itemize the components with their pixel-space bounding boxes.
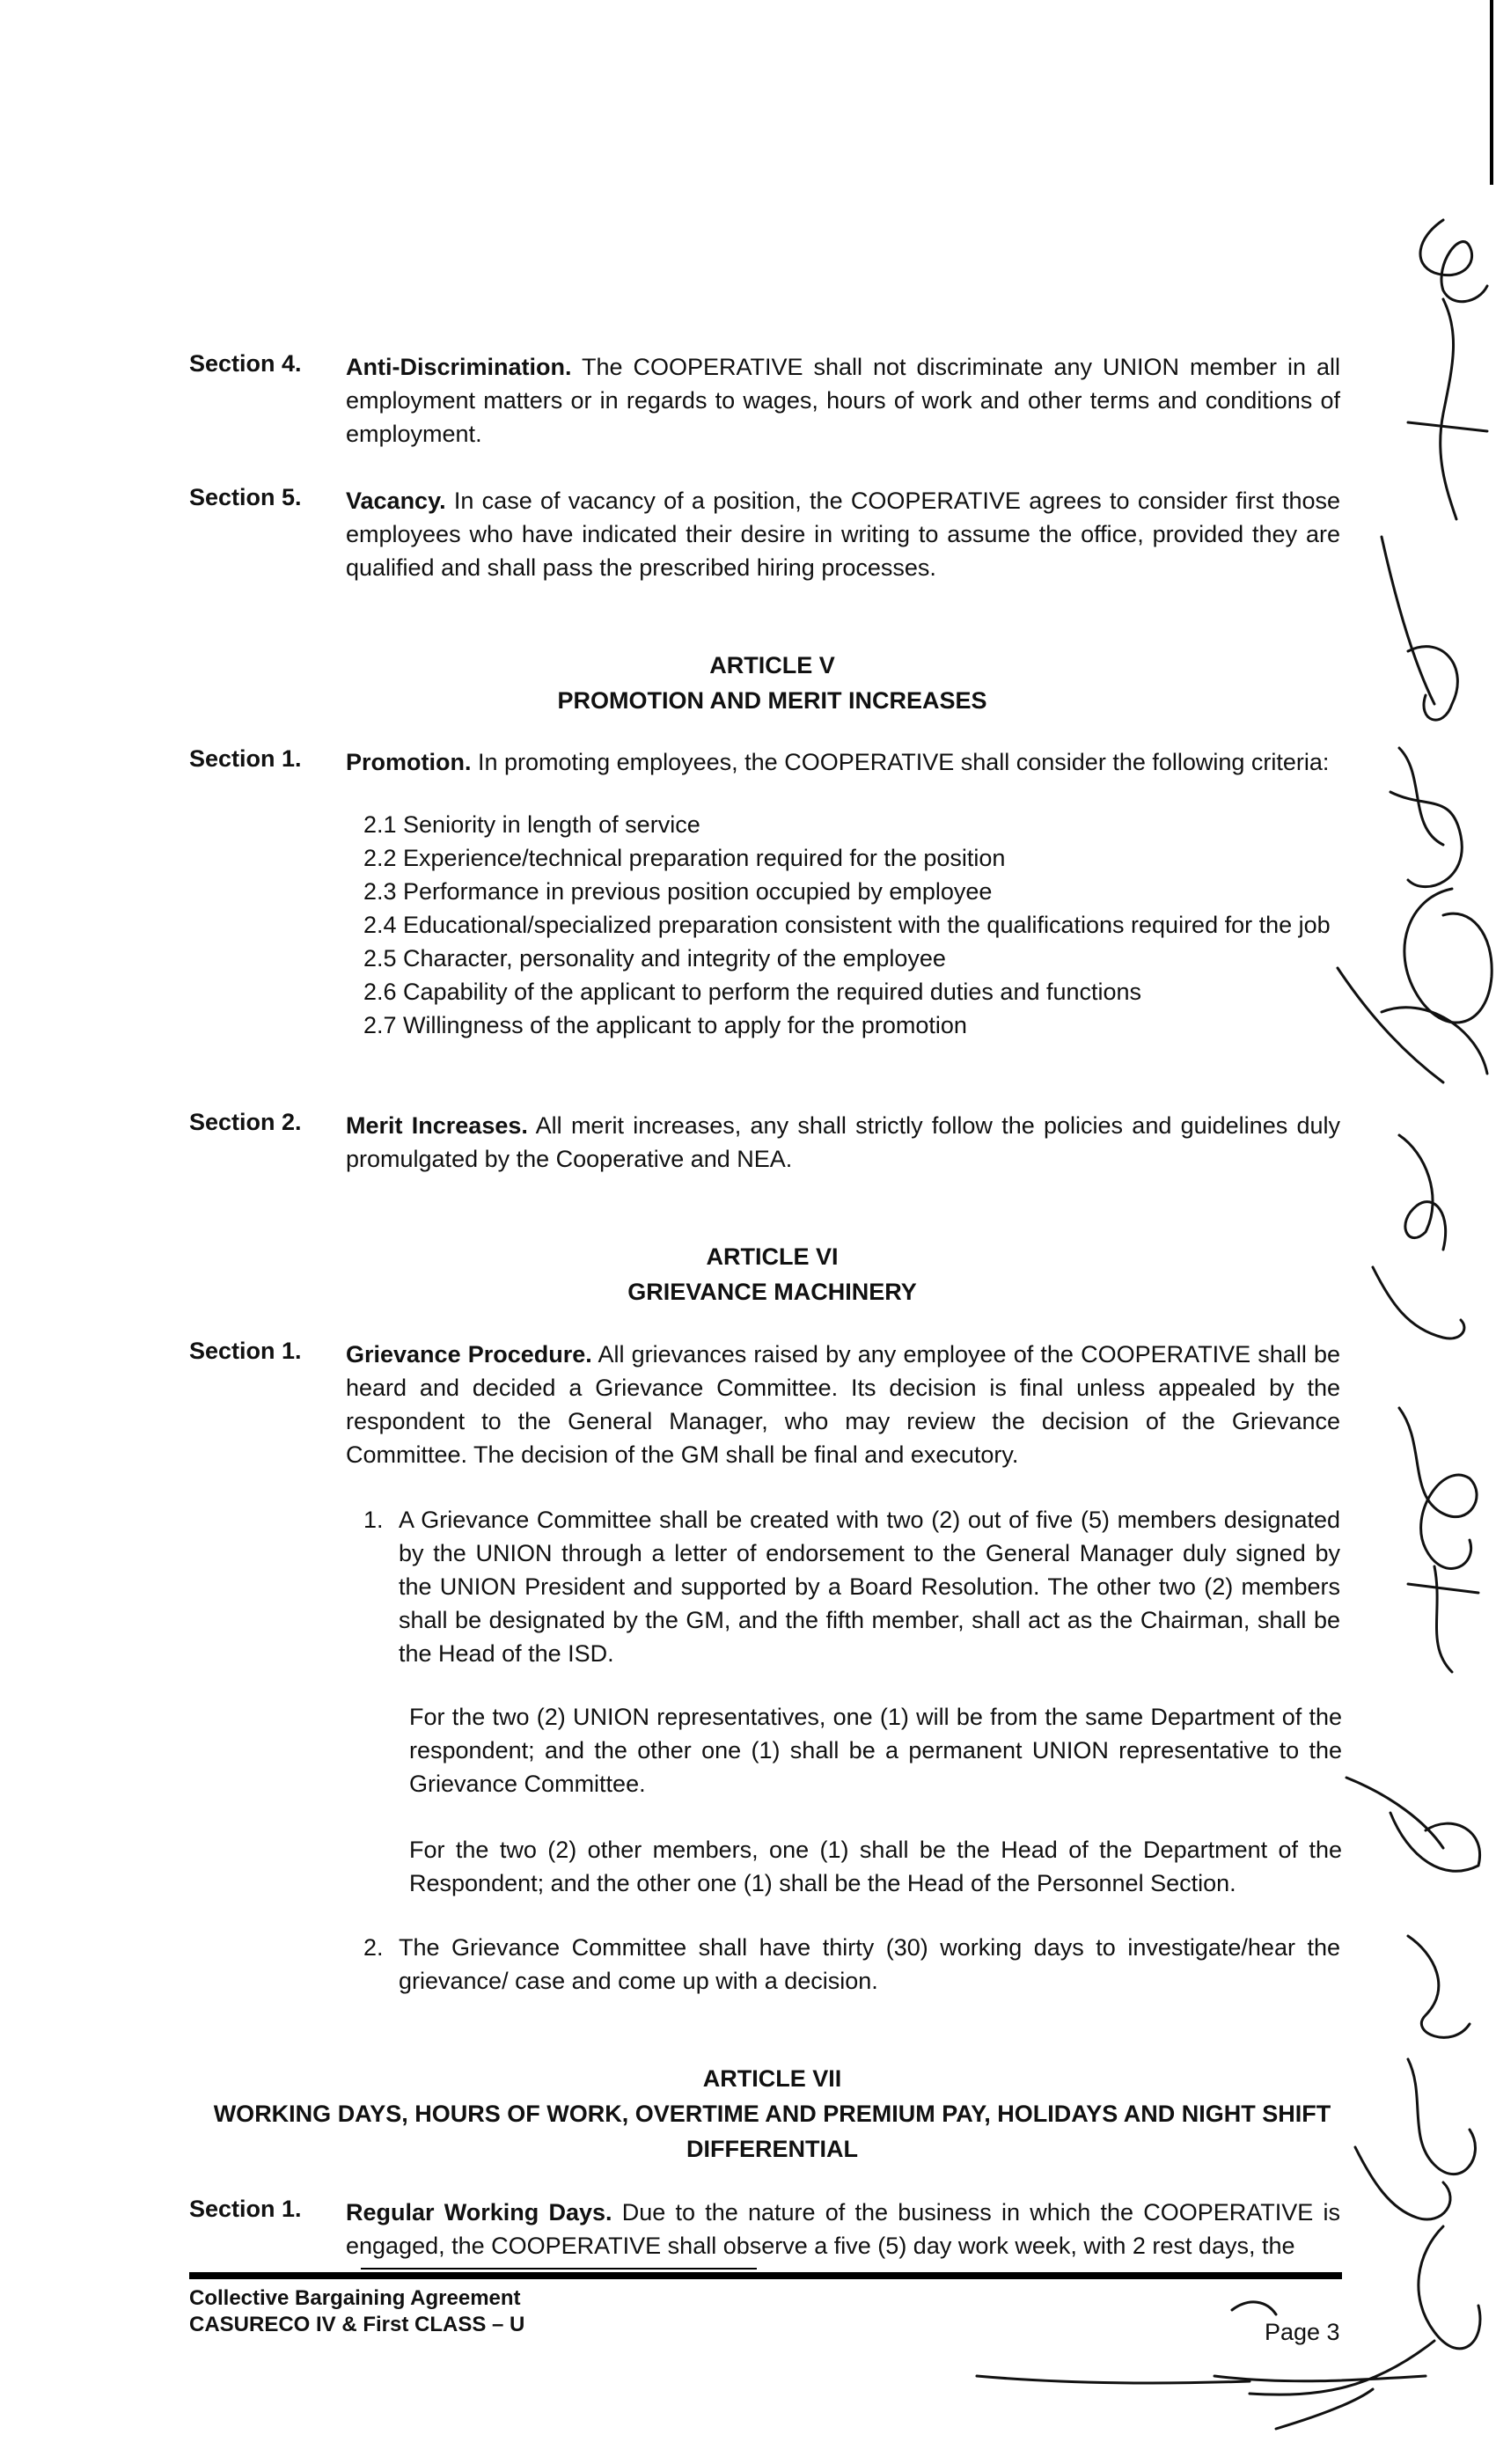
grievance-item-number: 2. [363,1934,384,1961]
section-5-text [346,484,1340,584]
article-7-section-1-label: Section 1. [189,2196,302,2222]
article-6-heading [202,1239,1342,1309]
criteria-item: 2.3 Performance in previous position occupied by employee [363,878,993,905]
grievance-item-1 [363,1503,1340,1670]
article-5-section-1-text [346,745,1340,779]
footer-rule [189,2272,1342,2279]
article-5-number: ARTICLE V [709,652,835,678]
article-5-section-2-label: Section 2. [189,1109,302,1135]
signature-mark-17 [977,2376,1373,2429]
signature-mark-13 [1408,2059,1475,2174]
article-6-section-1-text [346,1338,1340,1471]
article-5-section-2-title: Merit Increases. [346,1112,528,1139]
article-5-section-1-label: Section 1. [189,745,302,772]
criteria-item: 2.6 Capability of the applicant to perform the required duties and functions [363,979,1142,1005]
page-edge-line [1490,0,1493,185]
article-6-section-1-label: Section 1. [189,1338,302,1364]
signature-mark-4 [1390,748,1462,887]
criteria-item: 2.5 Character, personality and integrity of the employee [363,945,946,972]
article-7-section-1-body: Due to the nature of the business in which the COOPERATIVE is engaged, the COOPERATIVE shall observe a five (5) day work week, with 2 rest days, the [346,2199,1340,2259]
signature-mark-10 [1408,1566,1478,1672]
article-5-section-1-title: Promotion. [346,749,472,775]
promotion-criteria-list [363,808,1340,1042]
signature-mark-2 [1408,299,1487,519]
section-4-text [346,350,1340,451]
article-6-section-1-body: All grievances raised by any employee of the COOPERATIVE shall be heard and decided a Grievance Committee. Its decision is final unless appealed by the respondent to the General Manager, who may review the decision of the Grievance Committee. The decision of the GM shall be final and executory. [346,1341,1341,1468]
signature-mark-1 [1420,220,1487,302]
article-7-heading [202,2061,1342,2167]
signature-mark-15 [1419,2226,1480,2349]
section-5-body: In case of vacancy of a position, the COOPERATIVE agrees to consider first those employees who have indicated their desire in writing to assume the office, provided they are qualified and shall pass the prescribed hiring processes. [346,488,1340,581]
article-5-heading [202,648,1342,718]
signature-mark-11 [1346,1778,1480,1871]
criteria-item: 2.2 Experience/technical preparation required for the position [363,845,1006,871]
signature-mark-7 [1399,1135,1446,1250]
grievance-item-2 [363,1931,1340,1998]
signature-mark-16 [1214,2302,1434,2394]
section-5-title: Vacancy. [346,488,446,514]
signature-mark-3 [1382,537,1457,720]
footer-rule-thin [361,2268,757,2270]
article-5-section-1-body: In promoting employees, the COOPERATIVE shall consider the following criteria: [471,749,1330,775]
page-number: Page 3 [1265,2319,1340,2345]
article-7-number: ARTICLE VII [702,2065,842,2092]
grievance-item-text: A Grievance Committee shall be created with two (2) out of five (5) members designated by the UNION through a letter of endorsement to the General Manager duly signed by the UNION President and supported by a Board Resolution. The other two (2) members shall be designated by the GM, and the fifth member, shall act as the Chairman, shall be the Head of the ISD. [399,1507,1340,1667]
section-4-label: Section 4. [189,350,302,377]
section-5-label: Section 5. [189,484,302,510]
article-7-title-line-1: WORKING DAYS, HOURS OF WORK, OVERTIME AND PREMIUM PAY, HOLIDAYS AND NIGHT SHIFT [213,2101,1331,2127]
article-7-title-line-2: DIFFERENTIAL [686,2136,858,2162]
signature-mark-12 [1408,1936,1470,2037]
signature-mark-5 [1404,889,1492,1023]
signature-mark-8 [1373,1267,1464,1338]
grievance-item-text: The Grievance Committee shall have thirty (30) working days to investigate/hear the grievance/ case and come up with a decision. [399,1934,1340,1994]
article-7-section-1-title: Regular Working Days. [346,2199,612,2226]
section-4-body: The COOPERATIVE shall not discriminate any UNION member in all employment matters or in regards to wages, hours of work and other terms and conditions of employment. [346,354,1340,447]
article-5-section-2-text [346,1109,1340,1176]
section-4-title: Anti-Discrimination. [346,354,572,380]
article-5-title: PROMOTION AND MERIT INCREASES [557,687,987,714]
article-5-section-2-body: All merit increases, any shall strictly follow the policies and guidelines duly promulgated by the Cooperative and NEA. [346,1112,1341,1172]
footer-parties: CASURECO IV & First CLASS – U [189,2313,525,2336]
article-7-section-1-text [346,2196,1340,2262]
criteria-item: 2.7 Willingness of the applicant to apply for the promotion [363,1012,967,1038]
criteria-item: 2.1 Seniority in length of service [363,811,700,838]
signature-mark-14 [1355,2147,1450,2219]
footer-document-title: Collective Bargaining Agreement [189,2286,521,2310]
signature-mark-9 [1399,1408,1477,1568]
signature-mark-6 [1338,968,1487,1082]
article-6-section-1-title: Grievance Procedure. [346,1341,592,1368]
article-6-title: GRIEVANCE MACHINERY [627,1279,917,1305]
grievance-union-reps-paragraph: For the two (2) UNION representatives, one (1) will be from the same Department of the respondent; and the other one (1) shall be a permanent UNION representative to the Grievance Committee. [409,1704,1342,1797]
criteria-item: 2.4 Educational/specialized preparation consistent with the qualifications required for the job [363,912,1331,938]
article-6-number: ARTICLE VI [706,1243,839,1270]
grievance-item-number: 1. [363,1507,384,1533]
grievance-other-members-paragraph: For the two (2) other members, one (1) shall be the Head of the Department of the Respondent; and the other one (1) shall be the Head of the Personnel Section. [409,1837,1342,1896]
